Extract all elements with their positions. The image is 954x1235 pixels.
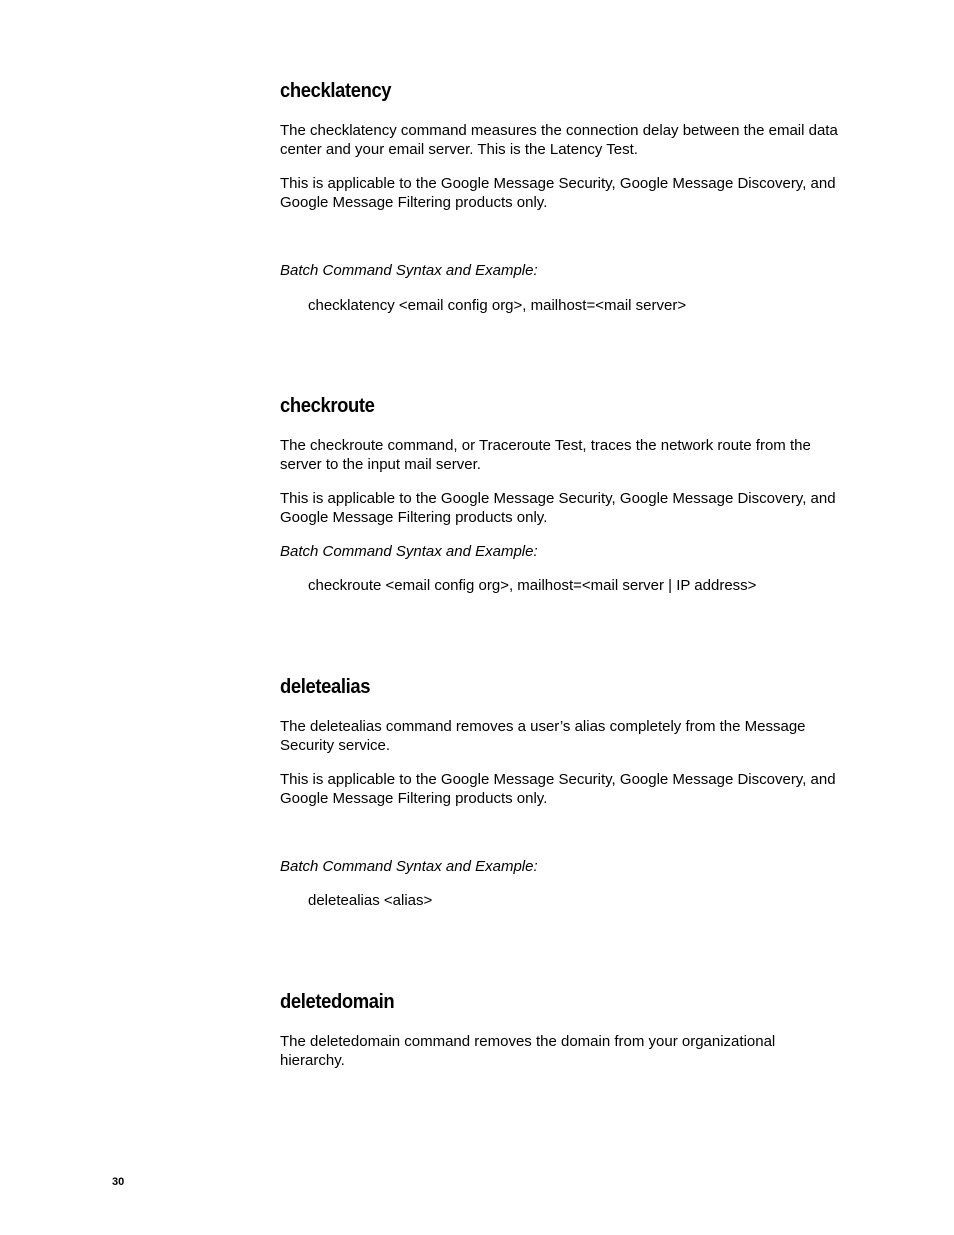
command-example: checklatency <email config org>, mailhost=<mail server> (308, 297, 687, 314)
section-paragraph: This is applicable to the Google Message Security, Google Message Discovery, and Google Message Filtering products only. (280, 175, 836, 211)
section-heading-checklatency: checklatency (280, 80, 392, 102)
command-example: deletealias <alias> (308, 892, 433, 909)
page-number: 30 (112, 1176, 125, 1188)
syntax-label: Batch Command Syntax and Example: (280, 858, 538, 875)
section-paragraph: The deletealias command removes a user’s alias completely from the Message Security service. (280, 718, 806, 754)
section-paragraph: This is applicable to the Google Message Security, Google Message Discovery, and Google Message Filtering products only. (280, 490, 836, 526)
section-heading-deletedomain: deletedomain (280, 991, 395, 1013)
section-paragraph: The checkroute command, or Traceroute Test, traces the network route from the server to the input mail server. (280, 437, 811, 473)
syntax-label: Batch Command Syntax and Example: (280, 262, 538, 279)
command-example: checkroute <email config org>, mailhost=<mail server | IP address> (308, 577, 757, 594)
section-paragraph: The deletedomain command removes the domain from your organizational hierarchy. (280, 1033, 776, 1069)
section-paragraph: This is applicable to the Google Message Security, Google Message Discovery, and Google Message Filtering products only. (280, 771, 836, 807)
syntax-label: Batch Command Syntax and Example: (280, 543, 538, 560)
section-heading-deletealias: deletealias (280, 676, 371, 698)
section-heading-checkroute: checkroute (280, 395, 375, 417)
section-paragraph: The checklatency command measures the connection delay between the email data center and your email server. This is the Latency Test. (280, 122, 838, 158)
